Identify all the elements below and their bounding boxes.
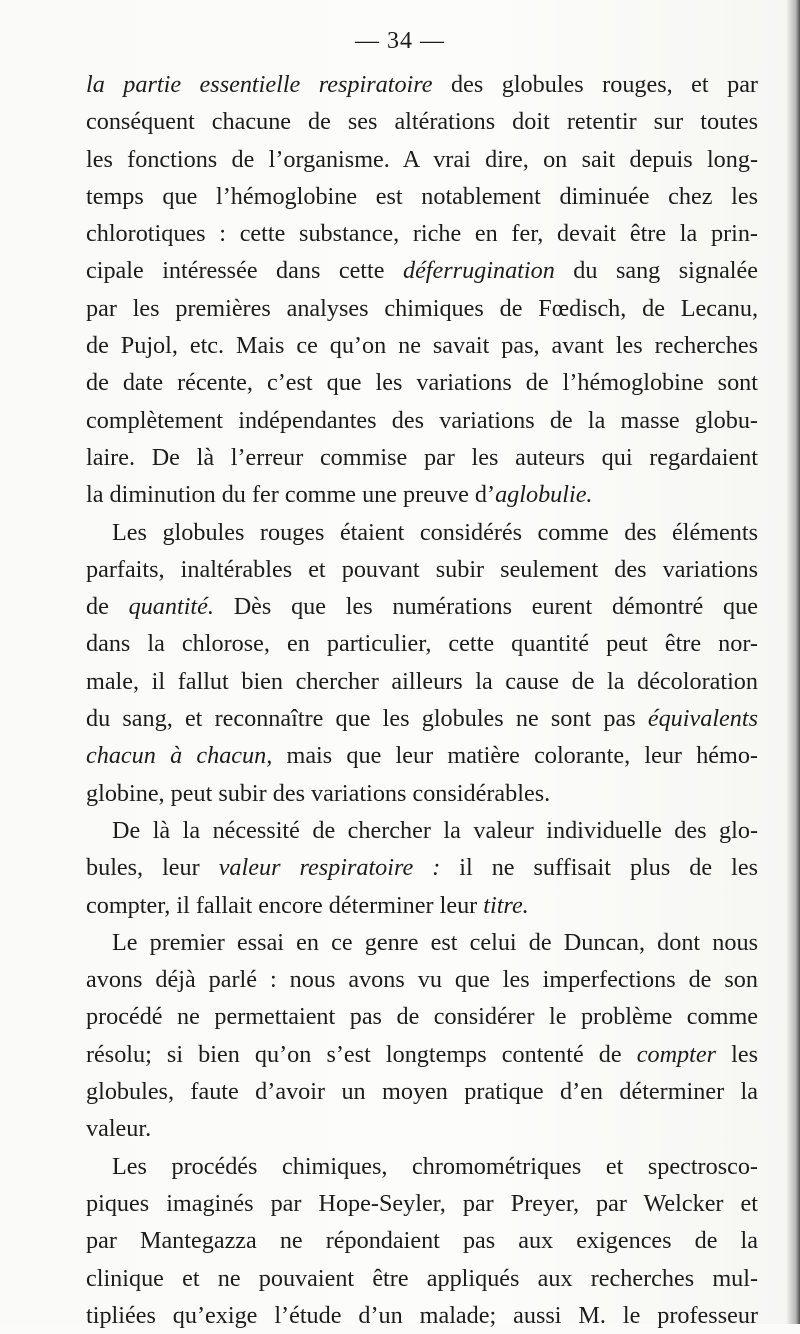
text-segment: du sang, et reconnaître que les globules ne sont pas — [86, 705, 648, 733]
text-segment: clinique et ne pouvaient être appliqués aux recherches mul- — [86, 1264, 758, 1292]
italic-segment: aglobulie. — [495, 481, 593, 509]
text-line — [86, 514, 758, 551]
text-line — [86, 402, 758, 439]
text-segment: male, il fallut bien chercher ailleurs la cause de la décoloration — [86, 667, 758, 695]
italic-segment: la partie essentielle respiratoire — [86, 71, 433, 98]
text-segment: les — [716, 1040, 758, 1068]
text-line — [86, 1036, 758, 1073]
text-line — [86, 849, 758, 886]
text-segment: compter, il fallait encore déterminer leur — [86, 891, 484, 919]
text-segment: il ne suffisait plus de les — [440, 854, 758, 882]
text-segment: du sang signalée — [554, 257, 758, 285]
text-line — [86, 290, 758, 327]
text-segment: cipale intéressée dans cette — [86, 257, 403, 285]
text-segment: Les procédés chimiques, chromométriques et spectrosco- — [112, 1152, 758, 1180]
text-segment: valeur. — [86, 1115, 152, 1143]
text-line — [86, 1297, 758, 1334]
text-segment: dans la chlorose, en particulier, cette quantité peut être nor- — [86, 630, 758, 658]
page-edge-shadow — [786, 0, 800, 1324]
text-segment: des globules rouges, et par — [432, 71, 758, 98]
text-line — [86, 439, 758, 476]
text-segment: la diminution du fer comme une preuve d’ — [86, 481, 496, 509]
text-segment: procédé ne permettaient pas de considérer le problème comme — [86, 1003, 758, 1031]
italic-segment: valeur respiratoire : — [218, 854, 441, 882]
text-segment: conséquent chacune de ses altérations doit retentir sur toutes — [86, 108, 758, 136]
text-line — [86, 961, 758, 998]
italic-segment: compter — [636, 1040, 717, 1068]
text-segment: Les globules rouges étaient considérés comme des éléments — [112, 518, 758, 546]
text-line — [86, 1222, 758, 1259]
text-segment: complètement indépendantes des variations de la masse globu- — [86, 406, 758, 434]
text-segment: de Pujol, etc. Mais ce qu’on ne savait pas, avant les recherches — [86, 332, 758, 360]
text-line — [86, 215, 758, 252]
text-segment: résolu; si bien qu’on s’est longtemps contenté de — [86, 1040, 637, 1068]
text-line — [86, 178, 758, 215]
text-segment: Le premier essai en ce genre est celui de Duncan, dont nous — [112, 928, 758, 956]
text-line — [86, 700, 758, 737]
text-line — [86, 103, 758, 140]
body-text — [86, 66, 758, 1334]
text-line — [86, 737, 758, 774]
text-line — [86, 887, 758, 924]
text-segment: parfaits, inaltérables et pouvant subir seulement des variations — [86, 555, 758, 583]
text-line — [86, 775, 758, 812]
text-segment: piques imaginés par Hope-Seyler, par Preyer, par Welcker et — [86, 1189, 758, 1217]
text-line — [86, 476, 758, 513]
italic-segment: équivalents — [647, 705, 758, 733]
text-segment: les fonctions de l’organisme. A vrai dire, on sait depuis long- — [86, 145, 758, 173]
italic-segment: chacun à chacun, — [86, 742, 273, 770]
text-line — [86, 625, 758, 662]
italic-segment: titre. — [483, 891, 529, 919]
text-segment: tipliées qu’exige l’étude d’un malade; aussi M. le professeur — [86, 1301, 758, 1329]
italic-segment: déferrugination — [402, 257, 555, 285]
text-line — [86, 1148, 758, 1185]
text-segment: de date récente, c’est que les variations de l’hémoglobine sont — [86, 369, 758, 397]
text-line — [86, 141, 758, 178]
text-segment: avons déjà parlé : nous avons vu que les imperfections de son — [86, 966, 758, 994]
text-line — [86, 998, 758, 1035]
text-line — [86, 1260, 758, 1297]
text-segment: par Mantegazza ne répondaient pas aux exigences de la — [86, 1227, 758, 1255]
text-segment: mais que leur matière colorante, leur hémo- — [272, 742, 758, 770]
text-line — [86, 588, 758, 625]
text-line — [86, 1110, 758, 1147]
text-line — [86, 812, 758, 849]
text-line — [86, 1073, 758, 1110]
text-line — [86, 66, 758, 103]
italic-segment: quantité. — [128, 593, 214, 621]
text-segment: de — [86, 593, 129, 621]
text-line — [86, 924, 758, 961]
text-segment: De là la nécessité de chercher la valeur individuelle des glo- — [112, 816, 758, 844]
text-line — [86, 327, 758, 364]
text-line — [86, 252, 758, 289]
text-segment: laire. De là l’erreur commise par les auteurs qui regardaient — [86, 443, 758, 471]
text-line — [86, 551, 758, 588]
text-line — [86, 663, 758, 700]
text-segment: globine, peut subir des variations considérables. — [86, 779, 551, 807]
text-segment: globules, faute d’avoir un moyen pratique d’en déterminer la — [86, 1078, 758, 1106]
page-number: — 34 — — [355, 28, 445, 54]
text-segment: Dès que les numérations eurent démontré que — [213, 593, 758, 621]
text-segment: temps que l’hémoglobine est notablement diminuée chez les — [86, 182, 758, 210]
text-segment: par les premières analyses chimiques de Fœdisch, de Lecanu, — [86, 294, 758, 322]
text-line — [86, 364, 758, 401]
text-segment: bules, leur — [86, 854, 219, 882]
text-line — [86, 1185, 758, 1222]
text-segment: chlorotiques : cette substance, riche en fer, devait être la prin- — [86, 220, 758, 248]
